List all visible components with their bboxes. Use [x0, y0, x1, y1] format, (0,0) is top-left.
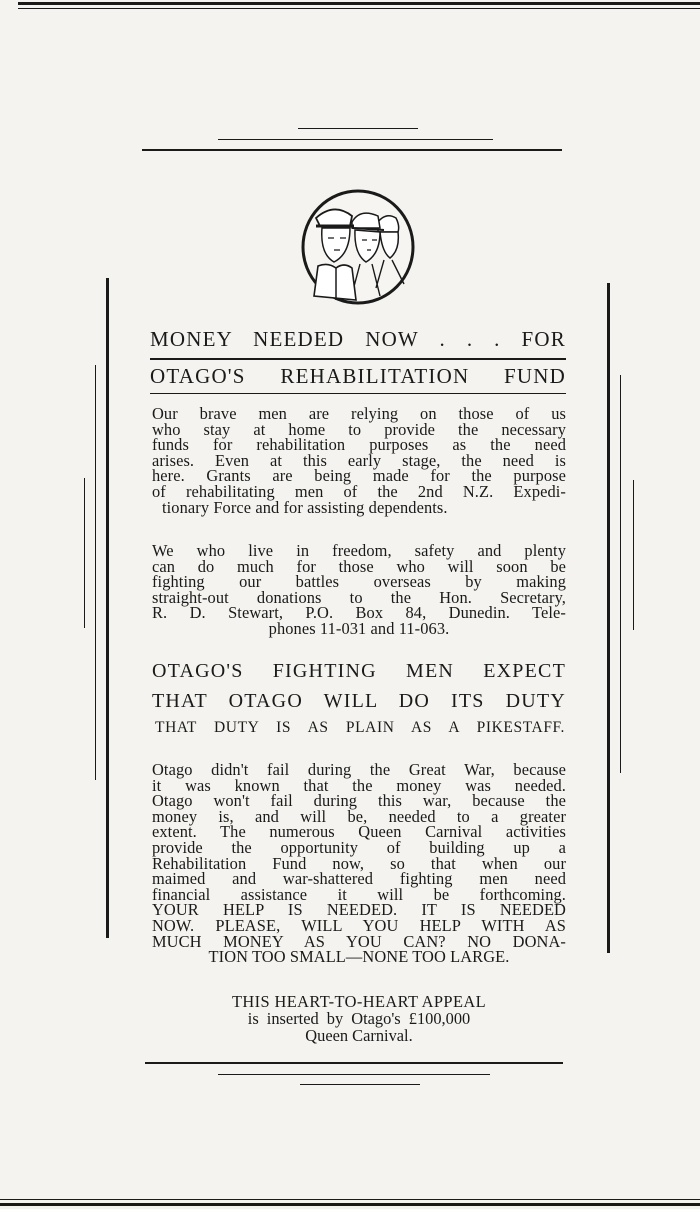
footer-block — [152, 993, 566, 1044]
left-side-rule-thick — [106, 278, 109, 938]
bottom-border-rule-thick — [0, 1203, 700, 1206]
top-border-rule-thin — [18, 8, 700, 9]
headline-underline — [150, 393, 566, 394]
paragraph-line: provide the opportunity of building up a — [152, 837, 566, 857]
paragraph-line: arises. Even at this early stage, the need is — [152, 450, 566, 470]
ornament-rule-medium-bottom — [218, 1074, 490, 1075]
intro-paragraph — [152, 406, 566, 515]
paragraph-line: YOUR HELP IS NEEDED. IT IS NEEDED — [152, 900, 566, 920]
top-border-rule-thick — [18, 2, 700, 5]
slogan-line-1: OTAGO'S FIGHTING MEN EXPECT — [152, 660, 566, 682]
ornament-rule-short-bottom — [300, 1084, 420, 1085]
servicemen-emblem — [300, 188, 416, 306]
paragraph-line: fighting our battles overseas by making — [152, 572, 566, 592]
headline-divider — [150, 358, 566, 360]
paragraph-line: it was known that the money was needed. — [152, 775, 566, 795]
bottom-border-rule-thin — [0, 1199, 700, 1200]
paragraph-line: extent. The numerous Queen Carnival activities — [152, 822, 566, 842]
paragraph-line: can do much for those who will soon be — [152, 556, 566, 576]
paragraph-line: TION TOO SMALL—NONE TOO LARGE. — [208, 947, 510, 967]
paragraph-line: NOW. PLEASE, WILL YOU HELP WITH AS — [152, 915, 566, 935]
left-side-rule-thin — [95, 365, 96, 780]
paragraph-line: money is, and will be, needed to a greater — [152, 806, 566, 826]
right-side-rule-thin — [620, 375, 621, 773]
headline-line-2: OTAGO'S REHABILITATION FUND — [150, 364, 566, 388]
footer-line-1: THIS HEART-TO-HEART APPEAL — [232, 992, 486, 1011]
paragraph-line: of rehabilitating men of the 2nd N.Z. Expedi- — [152, 481, 566, 501]
slogan-line-2: THAT OTAGO WILL DO ITS DUTY — [152, 690, 566, 712]
paragraph-line: We who live in freedom, safety and plenty — [152, 541, 566, 560]
paragraph-line: MUCH MONEY AS YOU CAN? NO DONA- — [152, 931, 566, 951]
headline-line-1: MONEY NEEDED NOW . . . FOR — [150, 327, 566, 351]
paragraph-line: Otago didn't fail during the Great War, because — [152, 760, 566, 779]
paragraph-line: straight-out donations to the Hon. Secretary, — [152, 587, 566, 607]
paragraph-line: financial assistance it will be forthcoming. — [152, 884, 566, 904]
donation-paragraph — [152, 543, 566, 637]
ornament-rule-long — [142, 149, 562, 151]
paragraph-line: Our brave men are relying on those of us — [152, 404, 566, 423]
left-side-rule-short — [84, 478, 85, 628]
ornament-rule-short — [298, 128, 418, 129]
paragraph-line: maimed and war-shattered fighting men need — [152, 869, 566, 889]
footer-line-3: Queen Carnival. — [305, 1026, 413, 1045]
ornament-rule-long-bottom — [145, 1062, 563, 1064]
three-servicemen-portrait-icon — [300, 188, 416, 306]
slogan-line-3: THAT DUTY IS AS PLAIN AS A PIKESTAFF. — [155, 719, 565, 736]
appeal-paragraph — [152, 762, 566, 965]
paragraph-line: Rehabilitation Fund now, so that when our — [152, 853, 566, 873]
paragraph-line: tionary Force and for assisting dependents. — [162, 497, 448, 517]
right-side-rule-thick — [607, 283, 610, 953]
paragraph-line: funds for rehabilitation purposes as the need — [152, 435, 566, 455]
footer-line-2: is inserted by Otago's £100,000 — [247, 1009, 471, 1028]
paragraph-line: R. D. Stewart, P.O. Box 84, Dunedin. Tele- — [152, 603, 566, 623]
right-side-rule-short — [633, 480, 634, 630]
paragraph-line: Otago won't fail during this war, because the — [152, 791, 566, 811]
paragraph-line: who stay at home to provide the necessary — [152, 419, 566, 439]
paragraph-line: phones 11-031 and 11-063. — [268, 618, 450, 638]
ornament-rule-medium — [218, 139, 493, 140]
paragraph-line: here. Grants are being made for the purpose — [152, 466, 566, 486]
